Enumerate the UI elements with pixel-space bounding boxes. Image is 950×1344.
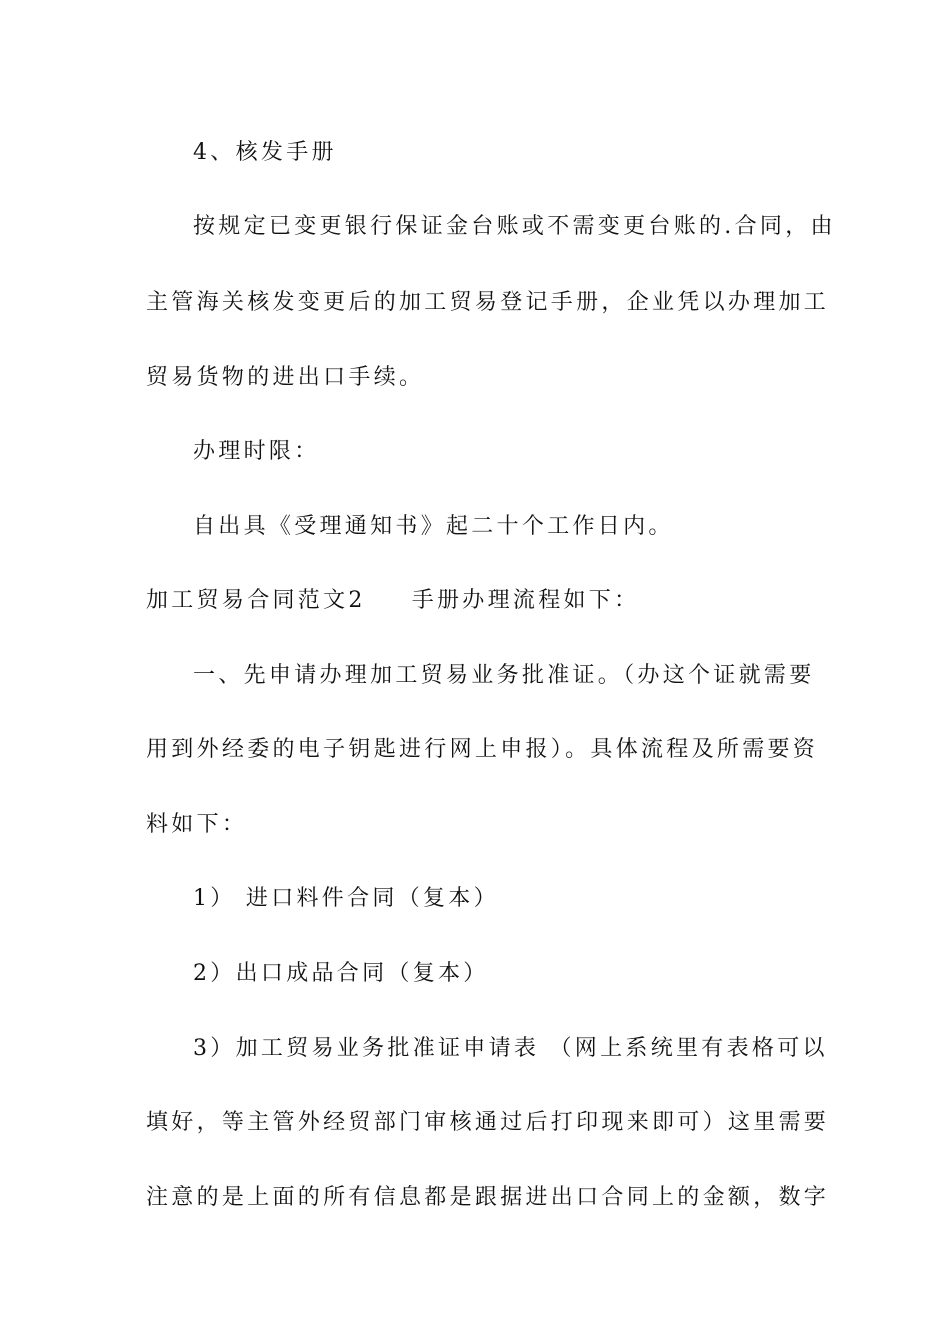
paragraph-line: 自出具《受理通知书》起二十个工作日内。 [193, 514, 674, 539]
paragraph-line: 手册办理流程如下： [411, 588, 640, 613]
paragraph-line: 用到外经委的电子钥匙进行网上申报）。具体流程及所需要资 [146, 737, 819, 762]
paragraph-line: 填好，等主管外经贸部门审核通过后打印现来即可）这里需要 [146, 1110, 830, 1135]
paragraph-line: 贸易货物的进出口手续。 [146, 365, 425, 390]
document-title: 加工贸易合同范文2 [146, 588, 366, 613]
list-item: 3）加工贸易业务批准证申请表 （网上系统里有表格可以 [193, 1036, 828, 1061]
paragraph-line: 料如下： [146, 812, 248, 837]
paragraph-line: 按规定已变更银行保证金台账或不需变更台账的.合同，由 [193, 214, 836, 239]
paragraph-line: 一、先申请办理加工贸易业务批准证。（办这个证就需要 [193, 663, 815, 688]
paragraph-line: 办理时限： [193, 439, 320, 464]
paragraph-line: 注意的是上面的所有信息都是跟据进出口合同上的金额，数字 [146, 1185, 830, 1210]
list-item: 1） 进口料件合同（复本） [193, 886, 499, 911]
document-title-line [146, 586, 806, 616]
paragraph-line: 主管海关核发变更后的加工贸易登记手册，企业凭以办理加工 [146, 290, 830, 315]
section-heading: 4、核发手册 [193, 140, 337, 165]
list-item: 2）出口成品合同（复本） [193, 961, 489, 986]
